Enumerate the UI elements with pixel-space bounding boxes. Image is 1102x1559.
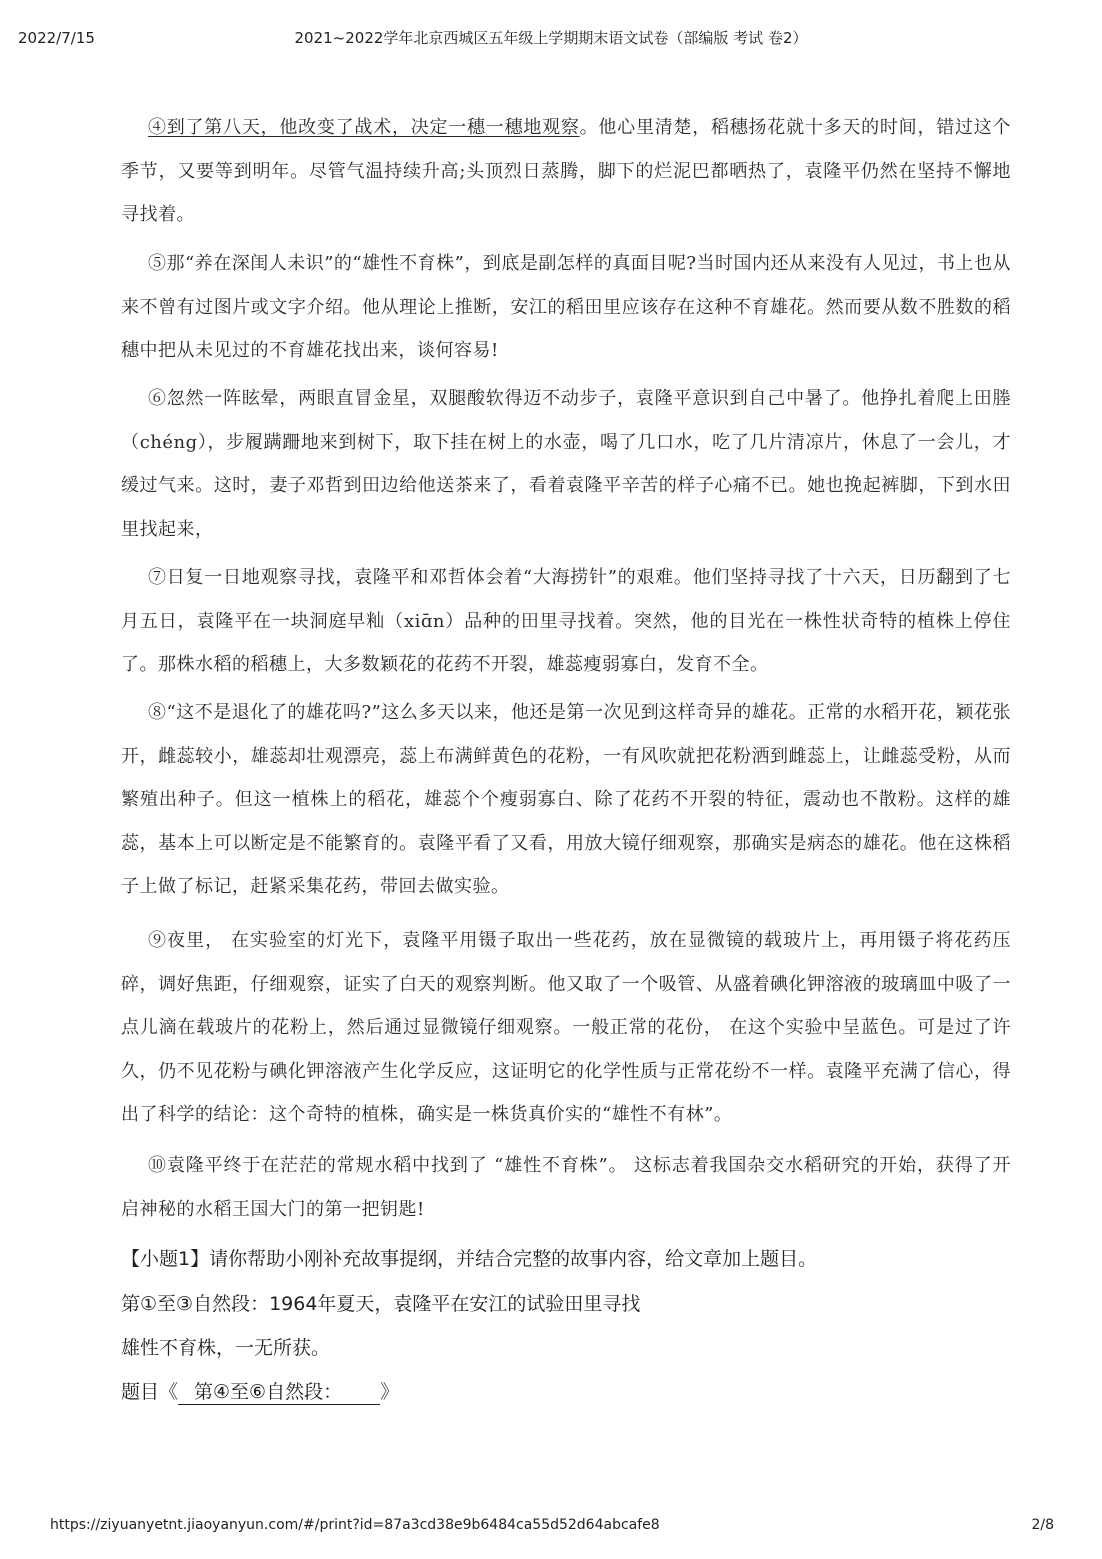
underlined-sentence: ④到了第八天，他改变了战术，决定一穗一穗地观察 [148,117,580,138]
paragraph-6: ⑥忽然一阵眩晕，两眼直冒金星，双腿酸软得迈不动步子，袁隆平意识到自己中暑了。他挣扎着爬上田塍（chéng），步履蹒跚地来到树下，取下挂在树上的水壶，喝了几口水，吃了几片清凉片，休息了一会儿，才缓过气来。这时，妻子邓哲到田边给他送茶来了，看着袁隆平辛苦的样子心痛不已。她也挽起裤脚，下到水田里找起来， [121,388,1011,540]
paragraph-9: ⑨夜里， 在实验室的灯光下，袁隆平用镊子取出一些花药，放在显微镜的载玻片上，再用镊子将花药压碎，调好焦距，仔细观察，证实了白天的观察判断。他又取了一个吸管、从盛着碘化钾溶液的玻璃皿中吸了一点儿滴在载玻片的花粉上，然后通过显微镜仔细观察。一般正常的花份， 在这个实验中呈蓝色。可是过了许久，仍不见花粉与碘化钾溶液产生化学反应，这证明它的化学性质与正常花纷不一样。袁隆平充满了信心，得出了科学的结论：这个奇特的植株，确实是一株货真价实的“雄性不有林”。 [121,930,1011,1125]
paragraph-5: ⑤那“养在深闺人未识”的“雄性不育株”，到底是副怎样的真面目呢?当时国内还从来没有人见过，书上也从来不曾有过图片或文字介绍。他从理论上推断，安江的稻田里应该存在这种不育雄花。然而要从数不胜数的稻穗中把从未见过的不育雄花找出来，谈何容易! [121,253,1011,361]
paragraph-7: ⑦日复一日地观察寻找，袁隆平和邓哲体会着“大海捞针”的艰难。他们坚持寻找了十六天，日历翻到了七月五日，袁隆平在一块洞庭早籼（xiɑ̄n）品种的田里寻找着。突然，他的目光在一株性状奇特的植株上停住了。那株水稻的稻穗上，大多数颖花的花药不开裂，雄蕊瘦弱寡白，发育不全。 [121,567,1011,675]
document-title: 2021~2022学年北京西城区五年级上学期期末语文试卷（部编版 考试 卷2） [294,29,808,47]
paragraph-8: ⑧“这不是退化了的雄花吗?”这么多天以来，他还是第一次见到这样奇异的雄花。正常的水稻开花，颖花张开，雌蕊较小，雄蕊却壮观漂亮，蕊上布满鲜黄色的花粉，一有风吹就把花粉洒到雌蕊上，让雌蕊受粉，从而繁殖出种子。但这一植株上的稻花，雄蕊个个瘦弱寡白、除了花药不开裂的特征，震动也不散粉。这样的雄蕊，基本上可以断定是不能繁育的。袁隆平看了又看，用放大镜仔细观察，那确实是病态的雄花。他在这株稻子上做了标记，赶紧采集花药，带回去做实验。 [121,702,1011,897]
paragraph-10: ⑩袁隆平终于在茫茫的常规水稻中找到了 “雄性不育株”。 这标志着我国杂交水稻研究的开始，获得了开启神秘的水稻王国大门的第一把钥匙! [121,1155,1011,1220]
page-number: 2/8 [1031,1517,1054,1533]
footer-url: https://ziyuanyetnt.jiaoyanyun.com/#/print?id=87a3cd38e9b6484ca55d52d64abcafe8 [50,1517,660,1533]
title-suffix: 》 [380,1381,400,1403]
title-prefix: 题目《 [121,1381,179,1403]
title-answer-line [121,1377,1011,1407]
print-date: 2022/7/15 [18,29,95,47]
outline-line-2: 雄性不育株，一无所获。 [121,1337,331,1359]
outline-line-1: 第①至③自然段：1964年夏天，袁隆平在安江的试验田里寻找 [121,1293,641,1315]
question-1-prompt: 【小题1】请你帮助小刚补充故事提纲，并结合完整的故事内容，给文章加上题目。 [121,1248,818,1270]
paragraph-4-rest: 。他心里清楚，稻穗扬花就十多天的时间，错过这个季节，又要等到明年。尽管气温持续升高;头顶烈日蒸腾，脚下的烂泥巴都晒热了，袁隆平仍然在坚持不懈地寻找着。 [121,117,1012,225]
title-answer-blank: 第④至⑥自然段： [178,1380,380,1405]
paragraph-4 [121,106,1011,237]
